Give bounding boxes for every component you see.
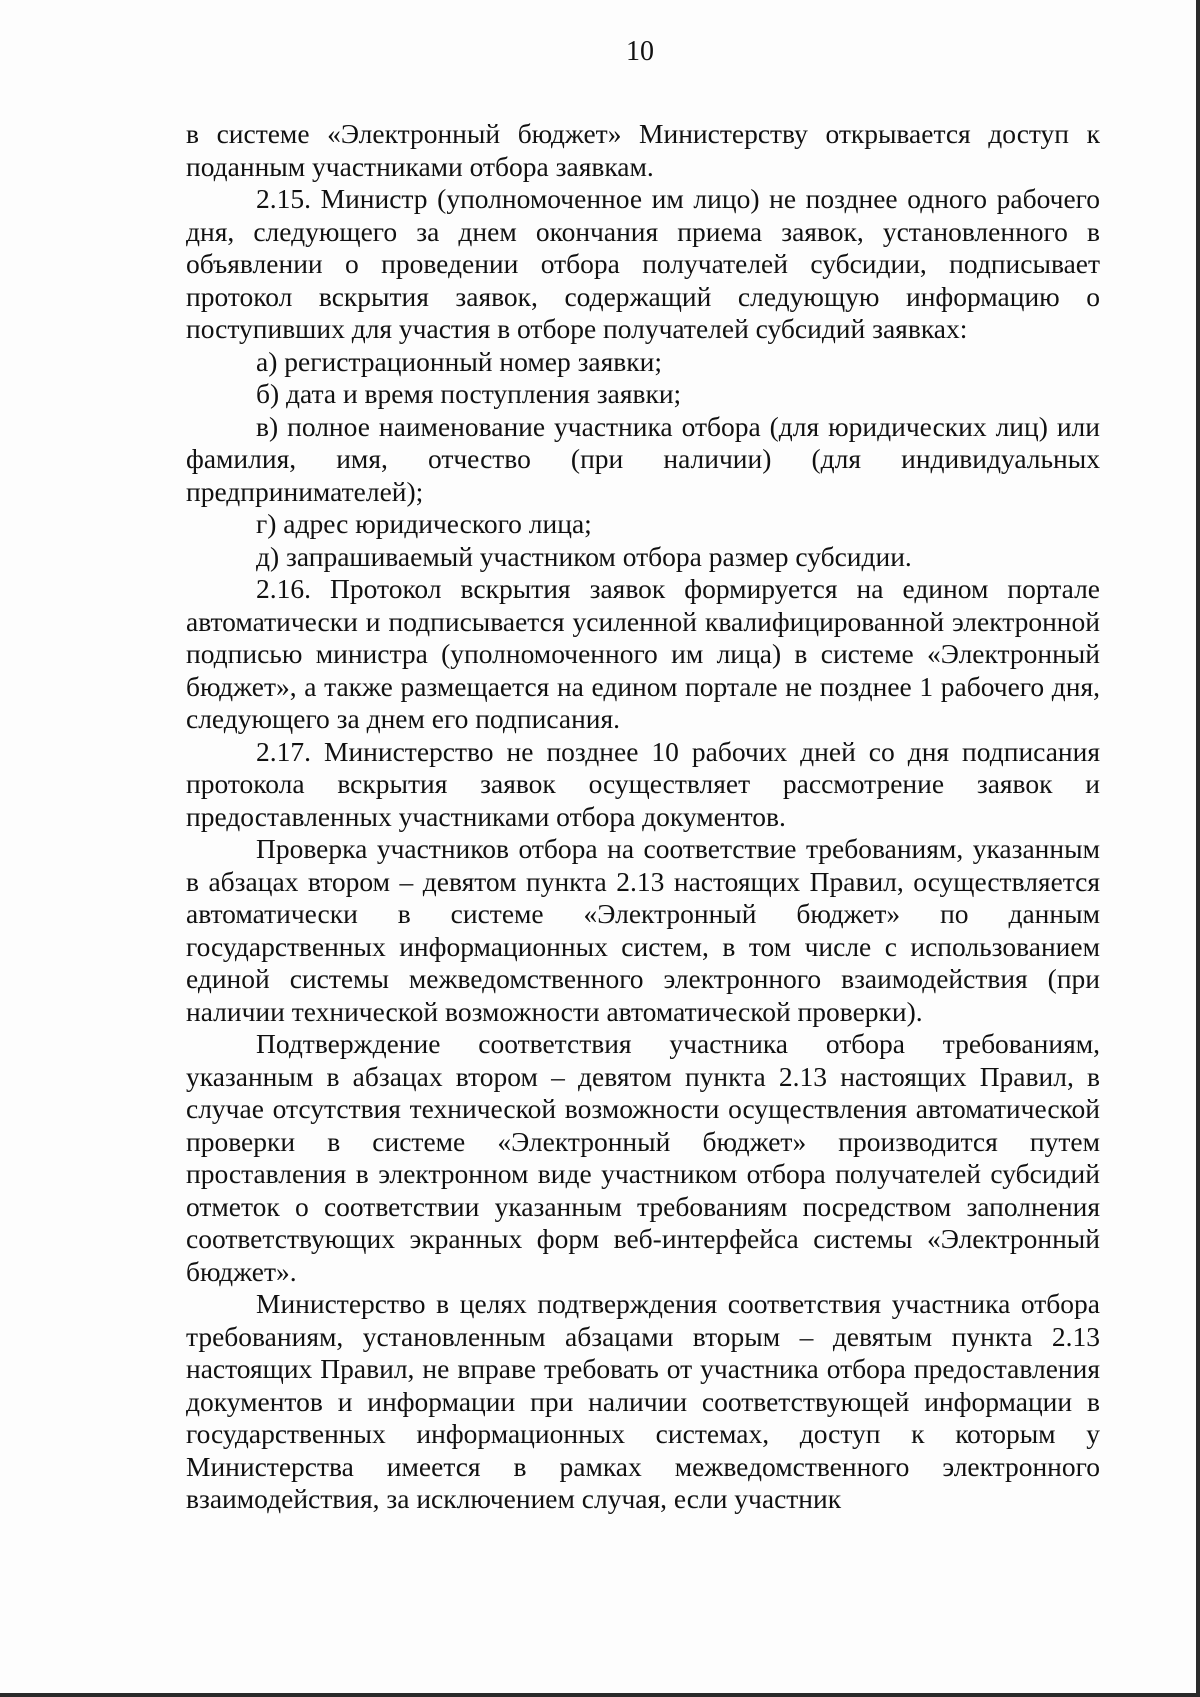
list-item-d: д) запрашиваемый участником отбора размер субсидии.	[256, 540, 912, 572]
paragraph-verification: Проверка участников отбора на соответствие требованиям, указанным в абзацах втором – девятом пункта 2.13 настоящих Правил, осуществляется автоматически в системе «Электронный бюджет» по данным государственных информационных систем, в том числе с использованием единой системы межведомственного электронного взаимодействия (при наличии технической возможности автоматической проверки).	[186, 833, 1100, 1027]
paragraph-2-15: 2.15. Министр (уполномоченное им лицо) не позднее одного рабочего дня, следующего за днем окончания приема заявок, установленного в объявлении о проведении отбора получателей субсидии, подписывает протокол вскрытия заявок, содержащий следующую информацию о поступивших для участия в отборе получателей субсидий заявках:	[186, 183, 1100, 344]
scan-edge-right	[1196, 0, 1200, 1697]
document-body	[186, 118, 1100, 1516]
scan-edge-bottom	[0, 1693, 1200, 1697]
list-item-a: а) регистрационный номер заявки;	[256, 345, 662, 377]
list-item-b: б) дата и время поступления заявки;	[256, 378, 682, 409]
list-item-g: г) адрес юридического лица;	[256, 508, 592, 539]
page-number: 10	[626, 36, 654, 67]
paragraph-ministry: Министерство в целях подтверждения соответствия участника отбора требованиям, установленным абзацами вторым – девятым пункта 2.13 настоящих Правил, не вправе требовать от участника отбора предоставления документов и информации при наличии соответствующей информации в государственных информационных системах, доступ к которым у Министерства имеется в рамках межведомственного электронного взаимодействия, за исключением случая, если участник	[186, 1288, 1100, 1514]
paragraph-continuation: в системе «Электронный бюджет» Министерству открывается доступ к поданным участниками отбора заявкам.	[186, 118, 1100, 182]
list-item-v: в) полное наименование участника отбора (для юридических лиц) или фамилия, имя, отчество (при наличии) (для индивидуальных предпринимателей);	[186, 410, 1100, 507]
paragraph-2-16: 2.16. Протокол вскрытия заявок формируется на едином портале автоматически и подписывается усиленной квалифицированной электронной подписью министра (уполномоченного им лица) в системе «Электронный бюджет», а также размещается на едином портале не позднее 1 рабочего дня, следующего за днем его подписания.	[186, 573, 1100, 734]
paragraph-2-17: 2.17. Министерство не позднее 10 рабочих дней со дня подписания протокола вскрытия заявок осуществляет рассмотрение заявок и предоставленных участниками отбора документов.	[186, 735, 1100, 832]
paragraph-confirmation: Подтверждение соответствия участника отбора требованиям, указанным в абзацах втором – девятом пункта 2.13 настоящих Правил, в случае отсутствия технической возможности осуществления автоматической проверки в системе «Электронный бюджет» производится путем проставления в электронном виде участником отбора получателей субсидий отметок о соответствии указанным требованиям посредством заполнения соответствующих экранных форм веб-интерфейса системы «Электронный бюджет».	[186, 1028, 1100, 1287]
